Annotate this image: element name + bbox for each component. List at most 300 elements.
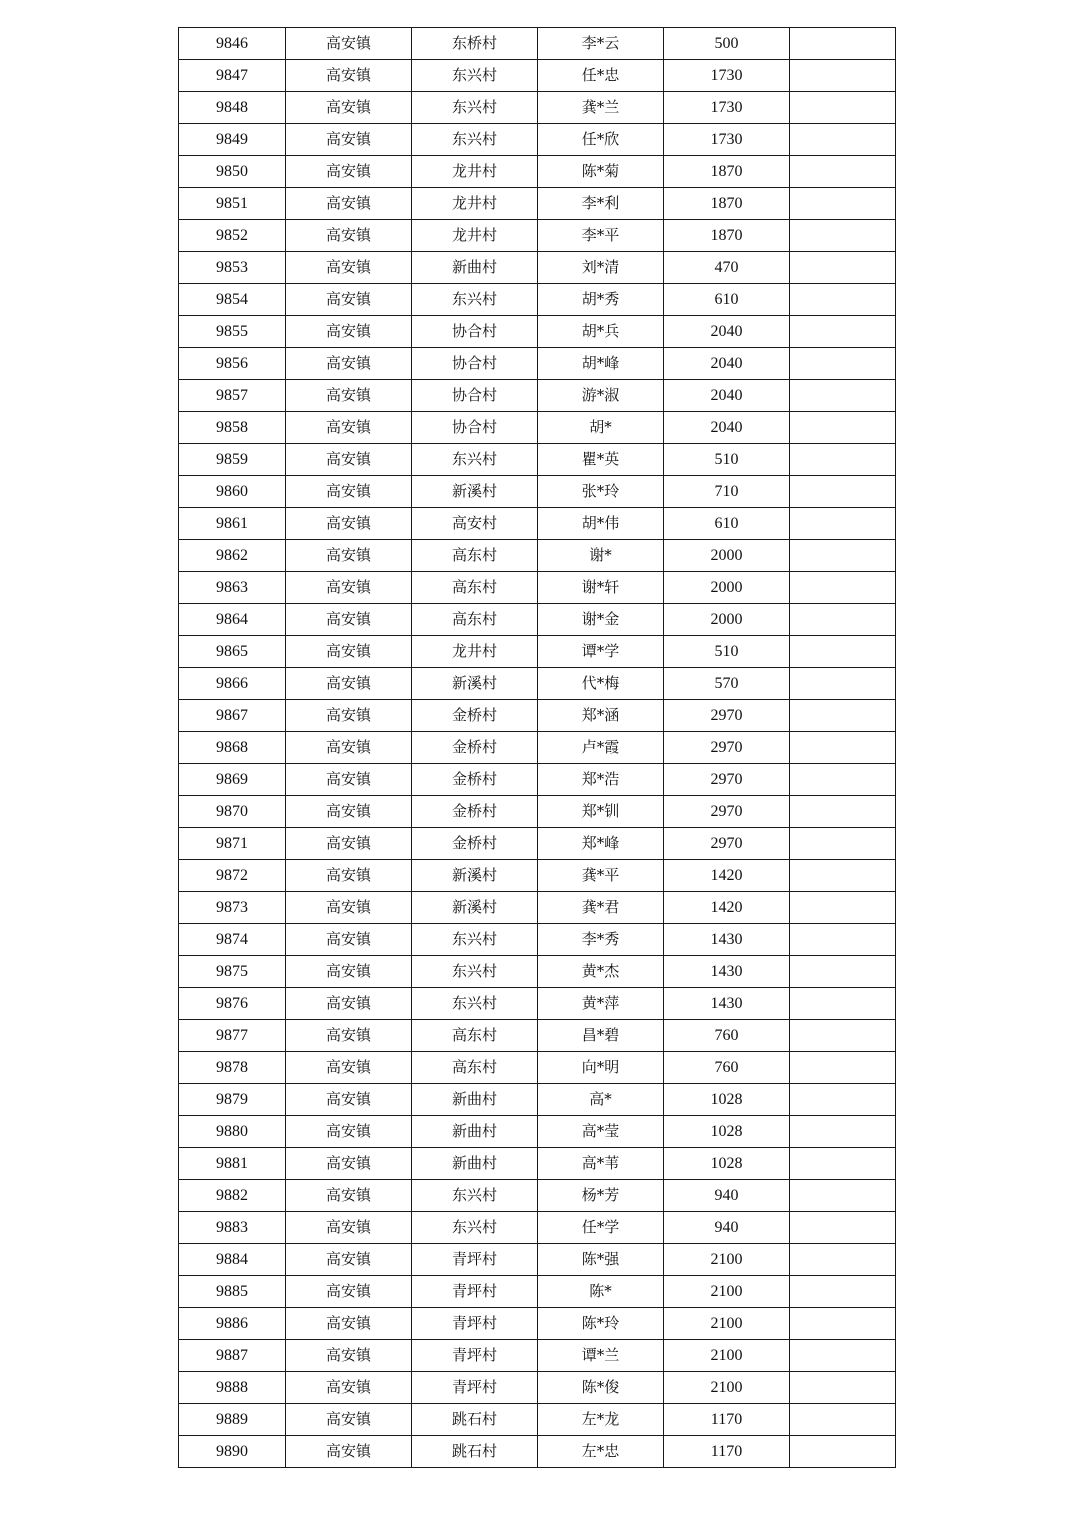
serial-number-cell: 9849 (179, 124, 286, 156)
remark-cell (790, 220, 896, 252)
amount-cell: 940 (664, 1180, 790, 1212)
remark-cell (790, 1340, 896, 1372)
remark-cell (790, 700, 896, 732)
town-cell: 高安镇 (286, 828, 412, 860)
table-row (179, 1244, 896, 1276)
amount-cell: 1730 (664, 124, 790, 156)
village-cell: 东兴村 (412, 956, 538, 988)
remark-cell (790, 1116, 896, 1148)
town-cell: 高安镇 (286, 956, 412, 988)
serial-number-cell: 9861 (179, 508, 286, 540)
remark-cell (790, 412, 896, 444)
table-row (179, 284, 896, 316)
serial-number-cell: 9871 (179, 828, 286, 860)
table-row (179, 156, 896, 188)
village-cell: 东兴村 (412, 1180, 538, 1212)
table-row (179, 732, 896, 764)
town-cell: 高安镇 (286, 476, 412, 508)
town-cell: 高安镇 (286, 924, 412, 956)
town-cell: 高安镇 (286, 988, 412, 1020)
name-cell: 李*平 (538, 220, 664, 252)
serial-number-cell: 9877 (179, 1020, 286, 1052)
town-cell: 高安镇 (286, 284, 412, 316)
remark-cell (790, 604, 896, 636)
remark-cell (790, 1084, 896, 1116)
town-cell: 高安镇 (286, 1212, 412, 1244)
name-cell: 刘*清 (538, 252, 664, 284)
remark-cell (790, 732, 896, 764)
town-cell: 高安镇 (286, 380, 412, 412)
town-cell: 高安镇 (286, 700, 412, 732)
name-cell: 左*忠 (538, 1436, 664, 1468)
village-cell: 跳石村 (412, 1436, 538, 1468)
serial-number-cell: 9870 (179, 796, 286, 828)
town-cell: 高安镇 (286, 1116, 412, 1148)
serial-number-cell: 9875 (179, 956, 286, 988)
table-row (179, 796, 896, 828)
table-row (179, 700, 896, 732)
serial-number-cell: 9853 (179, 252, 286, 284)
serial-number-cell: 9860 (179, 476, 286, 508)
village-cell: 高东村 (412, 604, 538, 636)
amount-cell: 1028 (664, 1148, 790, 1180)
serial-number-cell: 9868 (179, 732, 286, 764)
amount-cell: 1420 (664, 892, 790, 924)
table-row (179, 1020, 896, 1052)
town-cell: 高安镇 (286, 796, 412, 828)
village-cell: 高东村 (412, 540, 538, 572)
village-cell: 龙井村 (412, 220, 538, 252)
table-row (179, 92, 896, 124)
name-cell: 龚*君 (538, 892, 664, 924)
amount-cell: 2000 (664, 540, 790, 572)
amount-cell: 2970 (664, 700, 790, 732)
village-cell: 龙井村 (412, 636, 538, 668)
town-cell: 高安镇 (286, 316, 412, 348)
amount-cell: 1730 (664, 92, 790, 124)
town-cell: 高安镇 (286, 1084, 412, 1116)
name-cell: 胡*峰 (538, 348, 664, 380)
amount-cell: 2100 (664, 1308, 790, 1340)
name-cell: 陈* (538, 1276, 664, 1308)
serial-number-cell: 9874 (179, 924, 286, 956)
amount-cell: 2970 (664, 796, 790, 828)
town-cell: 高安镇 (286, 636, 412, 668)
name-cell: 郑*钏 (538, 796, 664, 828)
town-cell: 高安镇 (286, 220, 412, 252)
amount-cell: 2100 (664, 1276, 790, 1308)
serial-number-cell: 9858 (179, 412, 286, 444)
town-cell: 高安镇 (286, 252, 412, 284)
amount-cell: 610 (664, 284, 790, 316)
village-cell: 东兴村 (412, 1212, 538, 1244)
amount-cell: 1730 (664, 60, 790, 92)
table-row (179, 956, 896, 988)
amount-cell: 1028 (664, 1084, 790, 1116)
name-cell: 李*秀 (538, 924, 664, 956)
subsidy-list-table (178, 27, 896, 1468)
name-cell: 谢*金 (538, 604, 664, 636)
village-cell: 金桥村 (412, 700, 538, 732)
serial-number-cell: 9854 (179, 284, 286, 316)
remark-cell (790, 1404, 896, 1436)
name-cell: 龚*平 (538, 860, 664, 892)
remark-cell (790, 1212, 896, 1244)
table-row (179, 1404, 896, 1436)
table-row (179, 188, 896, 220)
name-cell: 任*忠 (538, 60, 664, 92)
amount-cell: 2000 (664, 604, 790, 636)
amount-cell: 2970 (664, 828, 790, 860)
remark-cell (790, 1276, 896, 1308)
serial-number-cell: 9852 (179, 220, 286, 252)
remark-cell (790, 348, 896, 380)
village-cell: 高东村 (412, 1020, 538, 1052)
town-cell: 高安镇 (286, 892, 412, 924)
town-cell: 高安镇 (286, 508, 412, 540)
remark-cell (790, 956, 896, 988)
remark-cell (790, 1180, 896, 1212)
amount-cell: 1430 (664, 988, 790, 1020)
town-cell: 高安镇 (286, 1244, 412, 1276)
serial-number-cell: 9865 (179, 636, 286, 668)
remark-cell (790, 1020, 896, 1052)
name-cell: 高*苇 (538, 1148, 664, 1180)
remark-cell (790, 188, 896, 220)
serial-number-cell: 9866 (179, 668, 286, 700)
remark-cell (790, 284, 896, 316)
table-row (179, 572, 896, 604)
remark-cell (790, 668, 896, 700)
village-cell: 东兴村 (412, 92, 538, 124)
table-row (179, 1148, 896, 1180)
serial-number-cell: 9873 (179, 892, 286, 924)
table-row (179, 1340, 896, 1372)
name-cell: 胡*伟 (538, 508, 664, 540)
village-cell: 高东村 (412, 1052, 538, 1084)
village-cell: 青坪村 (412, 1340, 538, 1372)
town-cell: 高安镇 (286, 540, 412, 572)
village-cell: 金桥村 (412, 764, 538, 796)
amount-cell: 2040 (664, 380, 790, 412)
table-row (179, 636, 896, 668)
table-row (179, 124, 896, 156)
village-cell: 龙井村 (412, 188, 538, 220)
amount-cell: 1170 (664, 1404, 790, 1436)
remark-cell (790, 1244, 896, 1276)
serial-number-cell: 9881 (179, 1148, 286, 1180)
name-cell: 游*淑 (538, 380, 664, 412)
town-cell: 高安镇 (286, 156, 412, 188)
serial-number-cell: 9889 (179, 1404, 286, 1436)
village-cell: 协合村 (412, 316, 538, 348)
village-cell: 东兴村 (412, 60, 538, 92)
amount-cell: 470 (664, 252, 790, 284)
amount-cell: 760 (664, 1052, 790, 1084)
amount-cell: 760 (664, 1020, 790, 1052)
name-cell: 代*梅 (538, 668, 664, 700)
table-row (179, 508, 896, 540)
serial-number-cell: 9885 (179, 1276, 286, 1308)
table-row (179, 252, 896, 284)
village-cell: 跳石村 (412, 1404, 538, 1436)
amount-cell: 2100 (664, 1340, 790, 1372)
town-cell: 高安镇 (286, 1020, 412, 1052)
town-cell: 高安镇 (286, 732, 412, 764)
serial-number-cell: 9880 (179, 1116, 286, 1148)
town-cell: 高安镇 (286, 604, 412, 636)
town-cell: 高安镇 (286, 1436, 412, 1468)
serial-number-cell: 9887 (179, 1340, 286, 1372)
serial-number-cell: 9869 (179, 764, 286, 796)
name-cell: 李*利 (538, 188, 664, 220)
village-cell: 新曲村 (412, 252, 538, 284)
name-cell: 李*云 (538, 28, 664, 60)
name-cell: 谭*兰 (538, 1340, 664, 1372)
amount-cell: 1430 (664, 924, 790, 956)
serial-number-cell: 9862 (179, 540, 286, 572)
amount-cell: 2040 (664, 348, 790, 380)
town-cell: 高安镇 (286, 572, 412, 604)
name-cell: 黄*杰 (538, 956, 664, 988)
table-row (179, 1436, 896, 1468)
village-cell: 新溪村 (412, 892, 538, 924)
village-cell: 青坪村 (412, 1276, 538, 1308)
table-body (179, 28, 896, 1468)
remark-cell (790, 444, 896, 476)
table-row (179, 540, 896, 572)
table-row (179, 764, 896, 796)
amount-cell: 610 (664, 508, 790, 540)
remark-cell (790, 124, 896, 156)
name-cell: 张*玲 (538, 476, 664, 508)
village-cell: 青坪村 (412, 1308, 538, 1340)
name-cell: 黄*萍 (538, 988, 664, 1020)
table-row (179, 476, 896, 508)
serial-number-cell: 9851 (179, 188, 286, 220)
town-cell: 高安镇 (286, 1148, 412, 1180)
table-row (179, 860, 896, 892)
serial-number-cell: 9846 (179, 28, 286, 60)
village-cell: 龙井村 (412, 156, 538, 188)
table-row (179, 220, 896, 252)
town-cell: 高安镇 (286, 1340, 412, 1372)
table-row (179, 1276, 896, 1308)
village-cell: 东兴村 (412, 444, 538, 476)
table-row (179, 1116, 896, 1148)
village-cell: 协合村 (412, 412, 538, 444)
amount-cell: 1028 (664, 1116, 790, 1148)
village-cell: 金桥村 (412, 732, 538, 764)
village-cell: 东桥村 (412, 28, 538, 60)
remark-cell (790, 764, 896, 796)
table-row (179, 828, 896, 860)
serial-number-cell: 9882 (179, 1180, 286, 1212)
serial-number-cell: 9863 (179, 572, 286, 604)
amount-cell: 2100 (664, 1372, 790, 1404)
town-cell: 高安镇 (286, 348, 412, 380)
village-cell: 新曲村 (412, 1084, 538, 1116)
town-cell: 高安镇 (286, 412, 412, 444)
name-cell: 胡*兵 (538, 316, 664, 348)
table-row (179, 316, 896, 348)
town-cell: 高安镇 (286, 60, 412, 92)
amount-cell: 2100 (664, 1244, 790, 1276)
village-cell: 东兴村 (412, 284, 538, 316)
table-row (179, 1212, 896, 1244)
table-row (179, 604, 896, 636)
table-row (179, 1084, 896, 1116)
amount-cell: 1430 (664, 956, 790, 988)
village-cell: 新溪村 (412, 476, 538, 508)
town-cell: 高安镇 (286, 1180, 412, 1212)
village-cell: 青坪村 (412, 1372, 538, 1404)
name-cell: 陈*菊 (538, 156, 664, 188)
table-row (179, 412, 896, 444)
remark-cell (790, 796, 896, 828)
amount-cell: 710 (664, 476, 790, 508)
serial-number-cell: 9878 (179, 1052, 286, 1084)
serial-number-cell: 9883 (179, 1212, 286, 1244)
village-cell: 高东村 (412, 572, 538, 604)
remark-cell (790, 476, 896, 508)
amount-cell: 2040 (664, 316, 790, 348)
table-row (179, 60, 896, 92)
town-cell: 高安镇 (286, 668, 412, 700)
village-cell: 新曲村 (412, 1148, 538, 1180)
serial-number-cell: 9857 (179, 380, 286, 412)
table-row (179, 348, 896, 380)
village-cell: 青坪村 (412, 1244, 538, 1276)
table-row (179, 1052, 896, 1084)
table-row (179, 892, 896, 924)
remark-cell (790, 1148, 896, 1180)
remark-cell (790, 1052, 896, 1084)
remark-cell (790, 988, 896, 1020)
remark-cell (790, 252, 896, 284)
name-cell: 谢* (538, 540, 664, 572)
amount-cell: 1170 (664, 1436, 790, 1468)
village-cell: 东兴村 (412, 924, 538, 956)
name-cell: 胡* (538, 412, 664, 444)
remark-cell (790, 28, 896, 60)
remark-cell (790, 636, 896, 668)
remark-cell (790, 316, 896, 348)
serial-number-cell: 9859 (179, 444, 286, 476)
amount-cell: 2970 (664, 764, 790, 796)
name-cell: 郑*峰 (538, 828, 664, 860)
village-cell: 东兴村 (412, 124, 538, 156)
name-cell: 杨*芳 (538, 1180, 664, 1212)
name-cell: 谭*学 (538, 636, 664, 668)
amount-cell: 1420 (664, 860, 790, 892)
village-cell: 协合村 (412, 348, 538, 380)
village-cell: 金桥村 (412, 796, 538, 828)
name-cell: 陈*俊 (538, 1372, 664, 1404)
serial-number-cell: 9848 (179, 92, 286, 124)
remark-cell (790, 1372, 896, 1404)
remark-cell (790, 92, 896, 124)
amount-cell: 570 (664, 668, 790, 700)
name-cell: 郑*浩 (538, 764, 664, 796)
name-cell: 昌*碧 (538, 1020, 664, 1052)
serial-number-cell: 9872 (179, 860, 286, 892)
village-cell: 新溪村 (412, 668, 538, 700)
remark-cell (790, 380, 896, 412)
village-cell: 新曲村 (412, 1116, 538, 1148)
village-cell: 协合村 (412, 380, 538, 412)
remark-cell (790, 828, 896, 860)
town-cell: 高安镇 (286, 1308, 412, 1340)
town-cell: 高安镇 (286, 188, 412, 220)
serial-number-cell: 9864 (179, 604, 286, 636)
serial-number-cell: 9847 (179, 60, 286, 92)
remark-cell (790, 540, 896, 572)
table-row (179, 924, 896, 956)
table-row (179, 1372, 896, 1404)
amount-cell: 510 (664, 444, 790, 476)
amount-cell: 2000 (664, 572, 790, 604)
town-cell: 高安镇 (286, 1276, 412, 1308)
table-row (179, 28, 896, 60)
remark-cell (790, 572, 896, 604)
remark-cell (790, 892, 896, 924)
remark-cell (790, 1436, 896, 1468)
remark-cell (790, 508, 896, 540)
remark-cell (790, 1308, 896, 1340)
name-cell: 卢*霞 (538, 732, 664, 764)
amount-cell: 940 (664, 1212, 790, 1244)
amount-cell: 500 (664, 28, 790, 60)
name-cell: 瞿*英 (538, 444, 664, 476)
town-cell: 高安镇 (286, 92, 412, 124)
name-cell: 陈*强 (538, 1244, 664, 1276)
name-cell: 郑*涵 (538, 700, 664, 732)
name-cell: 高* (538, 1084, 664, 1116)
name-cell: 向*明 (538, 1052, 664, 1084)
remark-cell (790, 924, 896, 956)
name-cell: 任*学 (538, 1212, 664, 1244)
village-cell: 东兴村 (412, 988, 538, 1020)
table-row (179, 1180, 896, 1212)
serial-number-cell: 9888 (179, 1372, 286, 1404)
name-cell: 高*莹 (538, 1116, 664, 1148)
name-cell: 谢*轩 (538, 572, 664, 604)
serial-number-cell: 9850 (179, 156, 286, 188)
town-cell: 高安镇 (286, 28, 412, 60)
table-row (179, 1308, 896, 1340)
table-row (179, 668, 896, 700)
name-cell: 陈*玲 (538, 1308, 664, 1340)
serial-number-cell: 9879 (179, 1084, 286, 1116)
amount-cell: 1870 (664, 188, 790, 220)
name-cell: 任*欣 (538, 124, 664, 156)
serial-number-cell: 9884 (179, 1244, 286, 1276)
town-cell: 高安镇 (286, 1052, 412, 1084)
amount-cell: 2970 (664, 732, 790, 764)
village-cell: 新溪村 (412, 860, 538, 892)
town-cell: 高安镇 (286, 1404, 412, 1436)
town-cell: 高安镇 (286, 1372, 412, 1404)
amount-cell: 1870 (664, 156, 790, 188)
amount-cell: 1870 (664, 220, 790, 252)
serial-number-cell: 9890 (179, 1436, 286, 1468)
table-row (179, 988, 896, 1020)
name-cell: 左*龙 (538, 1404, 664, 1436)
table-row (179, 380, 896, 412)
name-cell: 龚*兰 (538, 92, 664, 124)
village-cell: 高安村 (412, 508, 538, 540)
